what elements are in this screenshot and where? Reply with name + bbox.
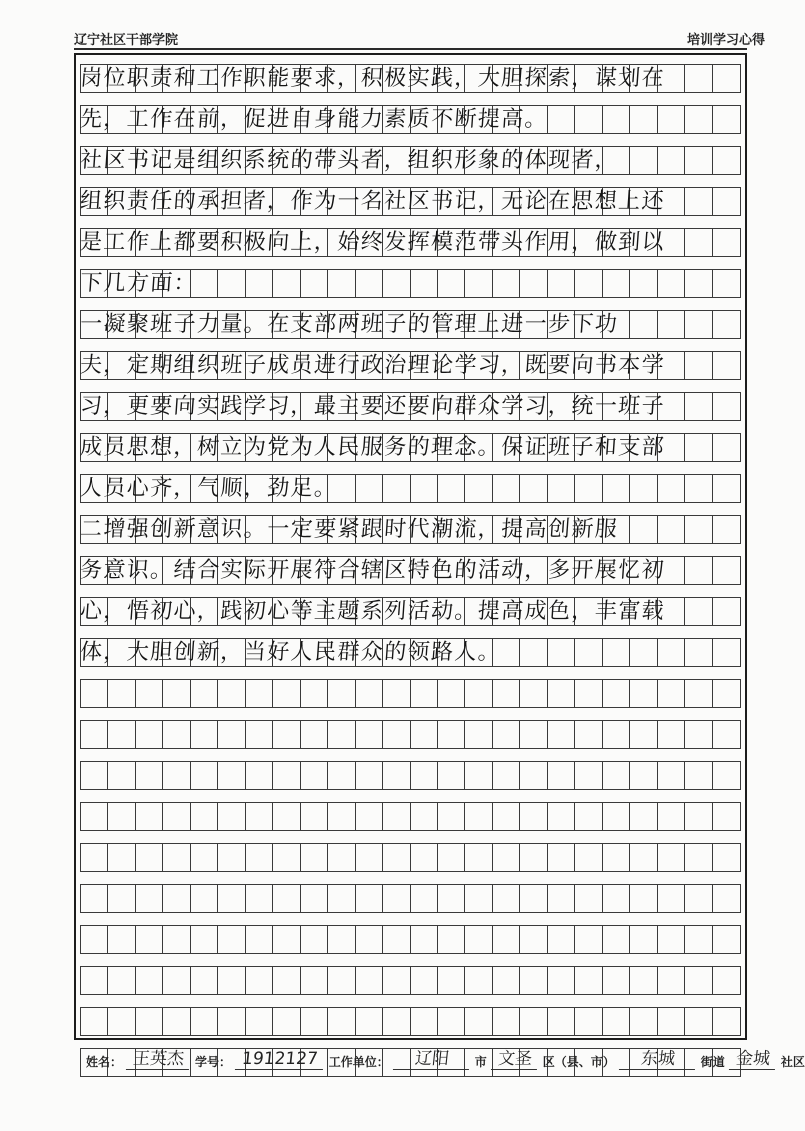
institution-name: 辽宁社区干部学院 bbox=[74, 32, 179, 48]
grid-row bbox=[76, 714, 745, 755]
handwritten-line bbox=[79, 965, 746, 997]
grid-row bbox=[76, 550, 745, 591]
work-unit-label: 工作单位： bbox=[328, 1055, 389, 1069]
grid-row bbox=[76, 632, 745, 673]
student-id-label: 学号： bbox=[195, 1055, 232, 1069]
grid-row bbox=[76, 304, 745, 345]
grid-row bbox=[76, 427, 745, 468]
header-divider bbox=[74, 48, 747, 50]
community-value: 金城 bbox=[729, 1049, 777, 1070]
handwritten-line bbox=[79, 842, 746, 874]
city-value: 辽阳 bbox=[393, 1049, 471, 1070]
grid-row bbox=[76, 58, 745, 99]
grid-row bbox=[76, 878, 745, 919]
street-value: 东城 bbox=[619, 1049, 697, 1070]
handwritten-line bbox=[79, 719, 746, 751]
handwritten-line bbox=[79, 678, 746, 710]
document-title: 培训学习心得 bbox=[686, 32, 765, 48]
grid-row bbox=[76, 509, 745, 550]
name-value: 王英杰 bbox=[126, 1049, 191, 1070]
handwritten-line bbox=[79, 924, 746, 956]
handwritten-line: 岗位职责和工作职能要求，积极实践，大胆探索，谋划在 bbox=[79, 66, 666, 91]
grid-row bbox=[76, 181, 745, 222]
grid-row bbox=[76, 796, 745, 837]
handwritten-line: 一凝聚班子力量。在支部两班子的管理上进一步下功 bbox=[79, 312, 620, 337]
handwritten-line: 心，悟初心，践初心等主题系列活动。提高成色，丰富载 bbox=[79, 599, 666, 624]
community-label: 社区 bbox=[780, 1055, 805, 1069]
handwritten-line bbox=[79, 1006, 746, 1038]
handwritten-line: 是工作上都要积极向上，始终发挥模范带头作用，做到以 bbox=[79, 230, 666, 255]
student-id-value: 1912127 bbox=[235, 1049, 325, 1070]
grid-row bbox=[76, 386, 745, 427]
handwritten-line: 人员心齐，气顺，劲足。 bbox=[79, 476, 339, 501]
grid-row bbox=[76, 755, 745, 796]
page-footer bbox=[84, 1044, 805, 1070]
handwritten-line bbox=[79, 801, 746, 833]
handwritten-line: 习，更要向实践学习，最主要还要向群众学习，统一班子 bbox=[79, 394, 666, 419]
grid-row bbox=[76, 263, 745, 304]
handwritten-line: 下几方面： bbox=[79, 271, 198, 296]
city-label: 市 bbox=[474, 1055, 487, 1069]
grid-row bbox=[76, 591, 745, 632]
handwritten-line: 组织责任的承担者，作为一名社区书记，无论在思想上还 bbox=[79, 189, 666, 214]
grid-row bbox=[76, 140, 745, 181]
writing-grid bbox=[74, 53, 747, 1040]
grid-row bbox=[76, 468, 745, 509]
grid-row bbox=[76, 919, 745, 960]
grid-row bbox=[76, 99, 745, 140]
handwritten-line: 先，工作在前，促进自身能力素质不断提高。 bbox=[79, 107, 549, 132]
grid-row bbox=[76, 673, 745, 714]
handwritten-line: 成员思想，树立为党为人民服务的理念。保证班子和支部 bbox=[79, 435, 666, 460]
grid-row bbox=[76, 345, 745, 386]
name-label: 姓名： bbox=[86, 1055, 123, 1069]
handwritten-line: 夫，定期组织班子成员进行政治理论学习，既要向书本学 bbox=[79, 353, 666, 378]
handwritten-line: 二增强创新意识。一定要紧跟时代潮流，提高创新服 bbox=[79, 517, 620, 542]
grid-row bbox=[76, 222, 745, 263]
handwritten-line: 社区书记是组织系统的带头者，组织形象的体现者， bbox=[79, 148, 620, 173]
handwritten-line: 体，大胆创新，当好人民群众的领路人。 bbox=[79, 640, 503, 665]
district-value: 文圣 bbox=[491, 1049, 539, 1070]
grid-row bbox=[76, 837, 745, 878]
street-label: 街道 bbox=[700, 1055, 725, 1069]
handwritten-line bbox=[79, 760, 746, 792]
handwritten-line: 务意识。结合实际开展符合辖区特色的活动，多开展忆初 bbox=[79, 558, 666, 583]
grid-row bbox=[76, 1001, 745, 1042]
page-header bbox=[74, 28, 765, 48]
district-label: 区（县、市） bbox=[542, 1055, 615, 1069]
grid-row bbox=[76, 960, 745, 1001]
handwritten-line bbox=[79, 883, 746, 915]
